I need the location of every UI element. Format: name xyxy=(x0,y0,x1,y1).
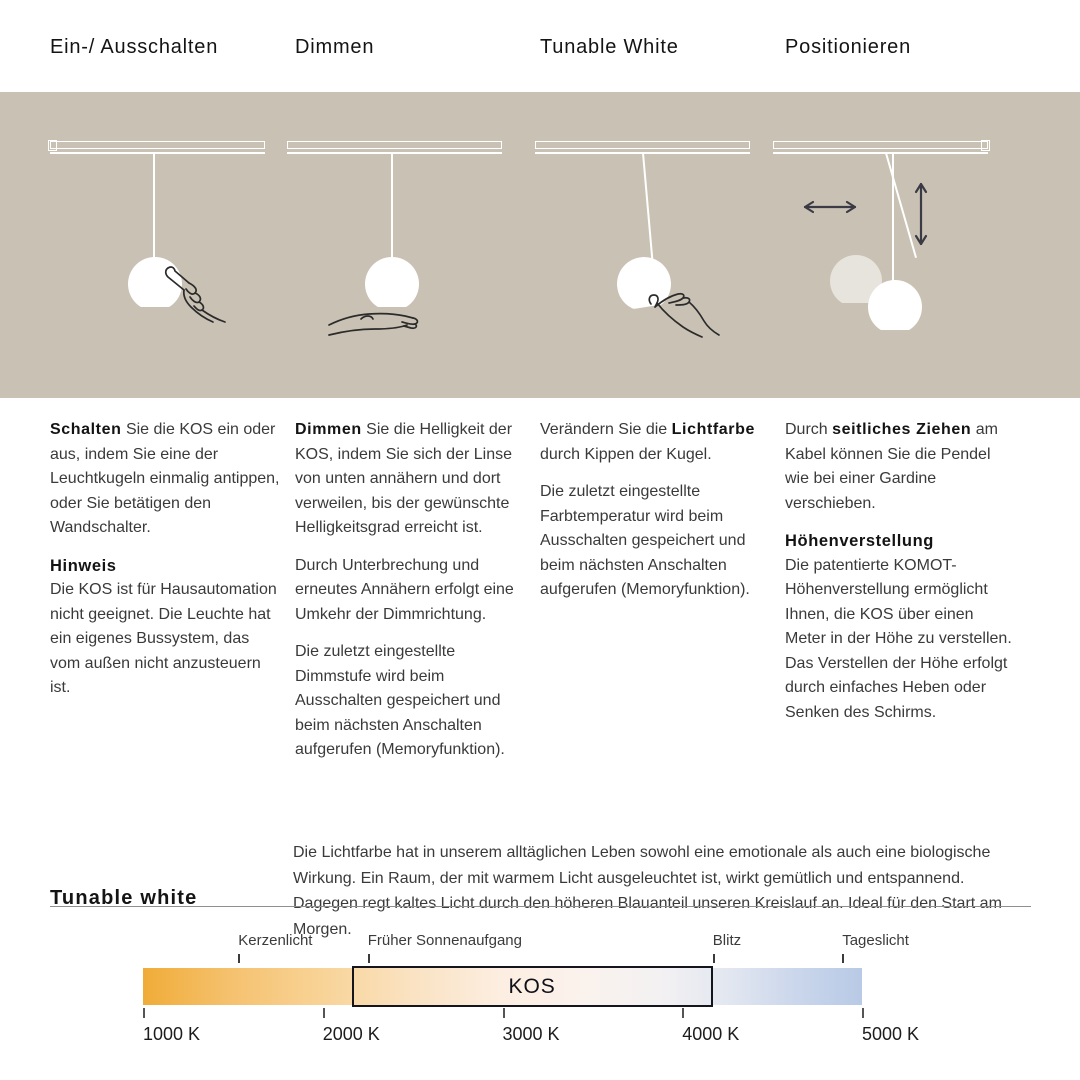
axis-tick-label: 4000 K xyxy=(682,1024,740,1044)
axis-tick-label: 3000 K xyxy=(502,1024,560,1044)
title-dimmen: Dimmen xyxy=(295,36,375,58)
pendant-cable xyxy=(642,153,653,260)
scale-marker-tick xyxy=(238,954,240,963)
colour-temperature-scale xyxy=(143,925,920,1065)
lead-word: seitliches Ziehen xyxy=(832,421,972,438)
pendant-sphere xyxy=(868,280,922,334)
title-tunable-white: Tunable White xyxy=(540,36,679,58)
scale-marker-label: Blitz xyxy=(712,932,742,949)
axis-tick-label: 5000 K xyxy=(862,1024,920,1044)
axis-tick-4000-k xyxy=(682,1008,739,1045)
pendant-sphere xyxy=(365,257,419,311)
axis-tick-mark xyxy=(682,1008,684,1018)
paragraph: Die zuletzt eingestellte Farbtemperatur wird beim Ausschalten gespeichert und beim nächsten Anschalten aufgerufen (Memoryfunktion). xyxy=(540,483,750,598)
axis-tick-1000-k xyxy=(143,1008,200,1045)
pendant-track xyxy=(287,141,502,154)
axis-tick-mark xyxy=(323,1008,325,1018)
pendant-cable xyxy=(391,153,393,258)
paragraph: Dimmen Sie die Helligkeit der KOS, indem Sie sich der Linse von unten annähern und dort verweilen, bis der gewünschte Helligkeitsgrad erreicht ist. xyxy=(295,421,513,536)
move-horizontal-arrow-icon xyxy=(801,200,859,214)
kos-range-box xyxy=(352,966,713,1007)
axis-tick-5000-k xyxy=(862,1008,919,1045)
scale-marker-kerzenlicht xyxy=(238,932,312,963)
paragraph: Die KOS ist für Hausautomation nicht geeignet. Die Leuchte hat ein eigenes Bussystem, das vom außen nicht anzusteuern ist. xyxy=(50,581,277,696)
subheading-hinweis: Hinweis xyxy=(50,556,117,575)
axis-tick-mark xyxy=(143,1008,145,1018)
section-divider xyxy=(50,906,1031,907)
scale-marker-label: Tageslicht xyxy=(842,932,909,949)
axis-tick-2000-k xyxy=(323,1008,380,1045)
paragraph: Schalten Sie die KOS ein oder aus, indem Sie eine der Leuchtkugeln einmalig antippen, oder Sie betätigen den Wandschalter. xyxy=(50,421,280,536)
pendant-track xyxy=(773,141,988,154)
scale-marker-label: Früher Sonnenaufgang xyxy=(367,932,522,949)
scale-marker-tick xyxy=(368,954,370,963)
paragraph: Die zuletzt eingestellte Dimmstufe wird beim Ausschalten gespeichert und beim nächsten Anschalten aufgerufen (Memoryfunktion). xyxy=(295,643,505,758)
scale-marker-blitz xyxy=(713,932,741,963)
illustration-band xyxy=(0,92,1080,398)
title-on-off: Ein-/ Ausschalten xyxy=(50,36,219,58)
kos-range-label: KOS xyxy=(508,974,556,998)
column-text-positionieren xyxy=(785,418,1017,738)
pendant-cable xyxy=(892,153,894,283)
scale-marker-tick xyxy=(842,954,844,963)
title-positionieren: Positionieren xyxy=(785,36,912,58)
paragraph: Durch Unterbrechung und erneutes Annähern erfolgt eine Umkehr der Dimmrichtung. xyxy=(295,556,514,623)
scale-marker-tick xyxy=(713,954,715,963)
paragraph: Durch seitliches Ziehen am Kabel können Sie die Pendel wie bei einer Gardine verschieben. xyxy=(785,421,998,512)
lead-word: Dimmen xyxy=(295,421,362,438)
scale-marker-tageslicht xyxy=(842,932,909,963)
paragraph: Verändern Sie die Lichtfarbe durch Kippen der Kugel. xyxy=(540,421,755,463)
axis-tick-label: 2000 K xyxy=(322,1024,380,1044)
section-heading-tunable-white: Tunable white xyxy=(50,886,198,909)
axis-tick-mark xyxy=(862,1008,864,1018)
hand-tilt-icon xyxy=(646,284,726,338)
scale-marker-fr-her-sonnenaufgang xyxy=(368,932,522,963)
paragraph: Die patentierte KOMOT-Höhenverstellung ermöglicht Ihnen, die KOS über einen Meter in der Höhe zu verstellen. Das Verstellen der Höhe erfolgt durch einfaches Heben oder Senken des Schirms. xyxy=(785,556,1012,721)
column-text-on-off xyxy=(50,418,282,714)
subheading-hoehenverstellung: Höhenverstellung xyxy=(785,532,934,550)
hand-tap-icon xyxy=(162,264,232,324)
move-vertical-arrow-icon xyxy=(913,180,929,248)
axis-tick-3000-k xyxy=(503,1008,560,1045)
scale-marker-label: Kerzenlicht xyxy=(238,932,313,949)
pendant-track xyxy=(50,141,265,154)
hand-hover-icon xyxy=(327,311,423,339)
lead-word: Lichtfarbe xyxy=(671,421,755,438)
lead-word: Schalten xyxy=(50,421,122,438)
pendant-cable xyxy=(153,153,155,258)
column-text-tunable-white xyxy=(540,418,772,616)
axis-tick-label: 1000 K xyxy=(143,1024,201,1044)
axis-tick-mark xyxy=(503,1008,505,1018)
column-text-dimmen xyxy=(295,418,527,776)
tunable-white-intro: Die Lichtfarbe hat in unserem alltäglichen Leben sowohl eine emotionale als auch eine biologische Wirkung. Ein Raum, der mit warmem Licht ausgeleuchtet ist, wirkt gemütlich und entspannend. Dagegen regt kaltes Licht durch den höheren Blauanteil unseren Kreislauf an. Ideal für den Start am Morgen. xyxy=(293,844,1002,938)
